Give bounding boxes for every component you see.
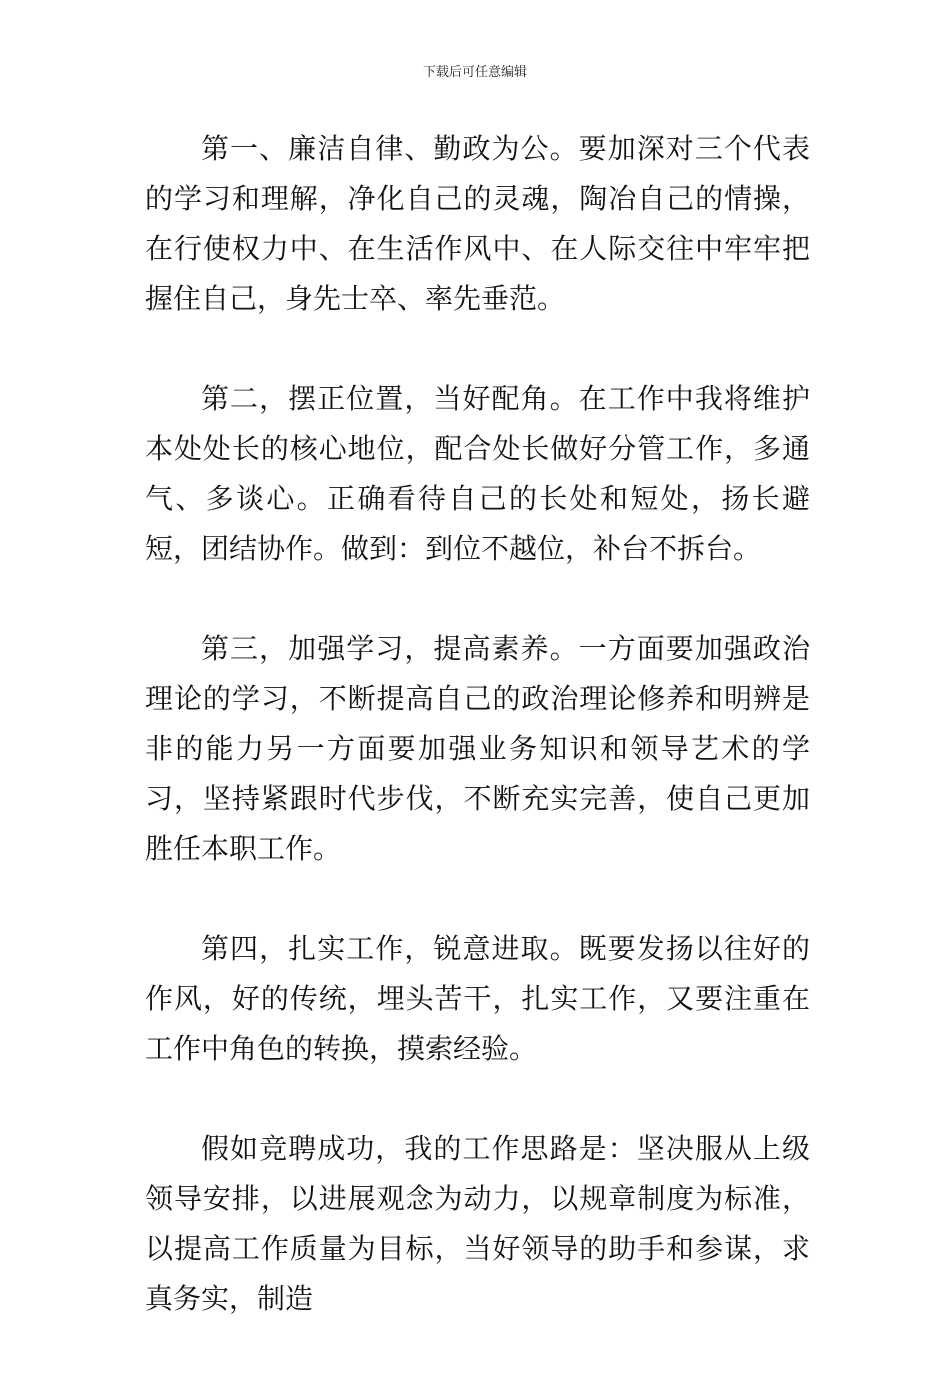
paragraph-1: 第一、廉洁自律、勤政为公。要加深对三个代表的学习和理解，净化自己的灵魂，陶冶自己的情操，在行使权力中、在生活作风中、在人际交往中牢牢把握住自己，身先士卒、率先垂范。: [145, 132, 810, 315]
paragraph-2: 第二，摆正位置，当好配角。在工作中我将维护本处处长的核心地位，配合处长做好分管工作，多通气、多谈心。正确看待自己的长处和短处，扬长避短，团结协作。做到：到位不越位，补台不拆台。: [145, 382, 810, 565]
document-body: [145, 124, 810, 1374]
page-header: 下载后可任意编辑: [422, 65, 527, 80]
paragraph-3: 第三，加强学习，提高素养。一方面要加强政治理论的学习，不断提高自己的政治理论修养和明辨是非的能力另一方面要加强业务知识和领导艺术的学习，坚持紧跟时代步伐，不断充实完善，使自己更加胜任本职工作。: [145, 632, 810, 865]
paragraph-5: 假如竞聘成功，我的工作思路是：坚决服从上级领导安排，以进展观念为动力，以规章制度为标准，以提高工作质量为目标，当好领导的助手和参谋，求真务实，制造: [145, 1132, 810, 1315]
paragraph-4: 第四，扎实工作，锐意进取。既要发扬以往好的作风，好的传统，埋头苦干，扎实工作，又要注重在工作中角色的转换，摸索经验。: [145, 932, 810, 1065]
